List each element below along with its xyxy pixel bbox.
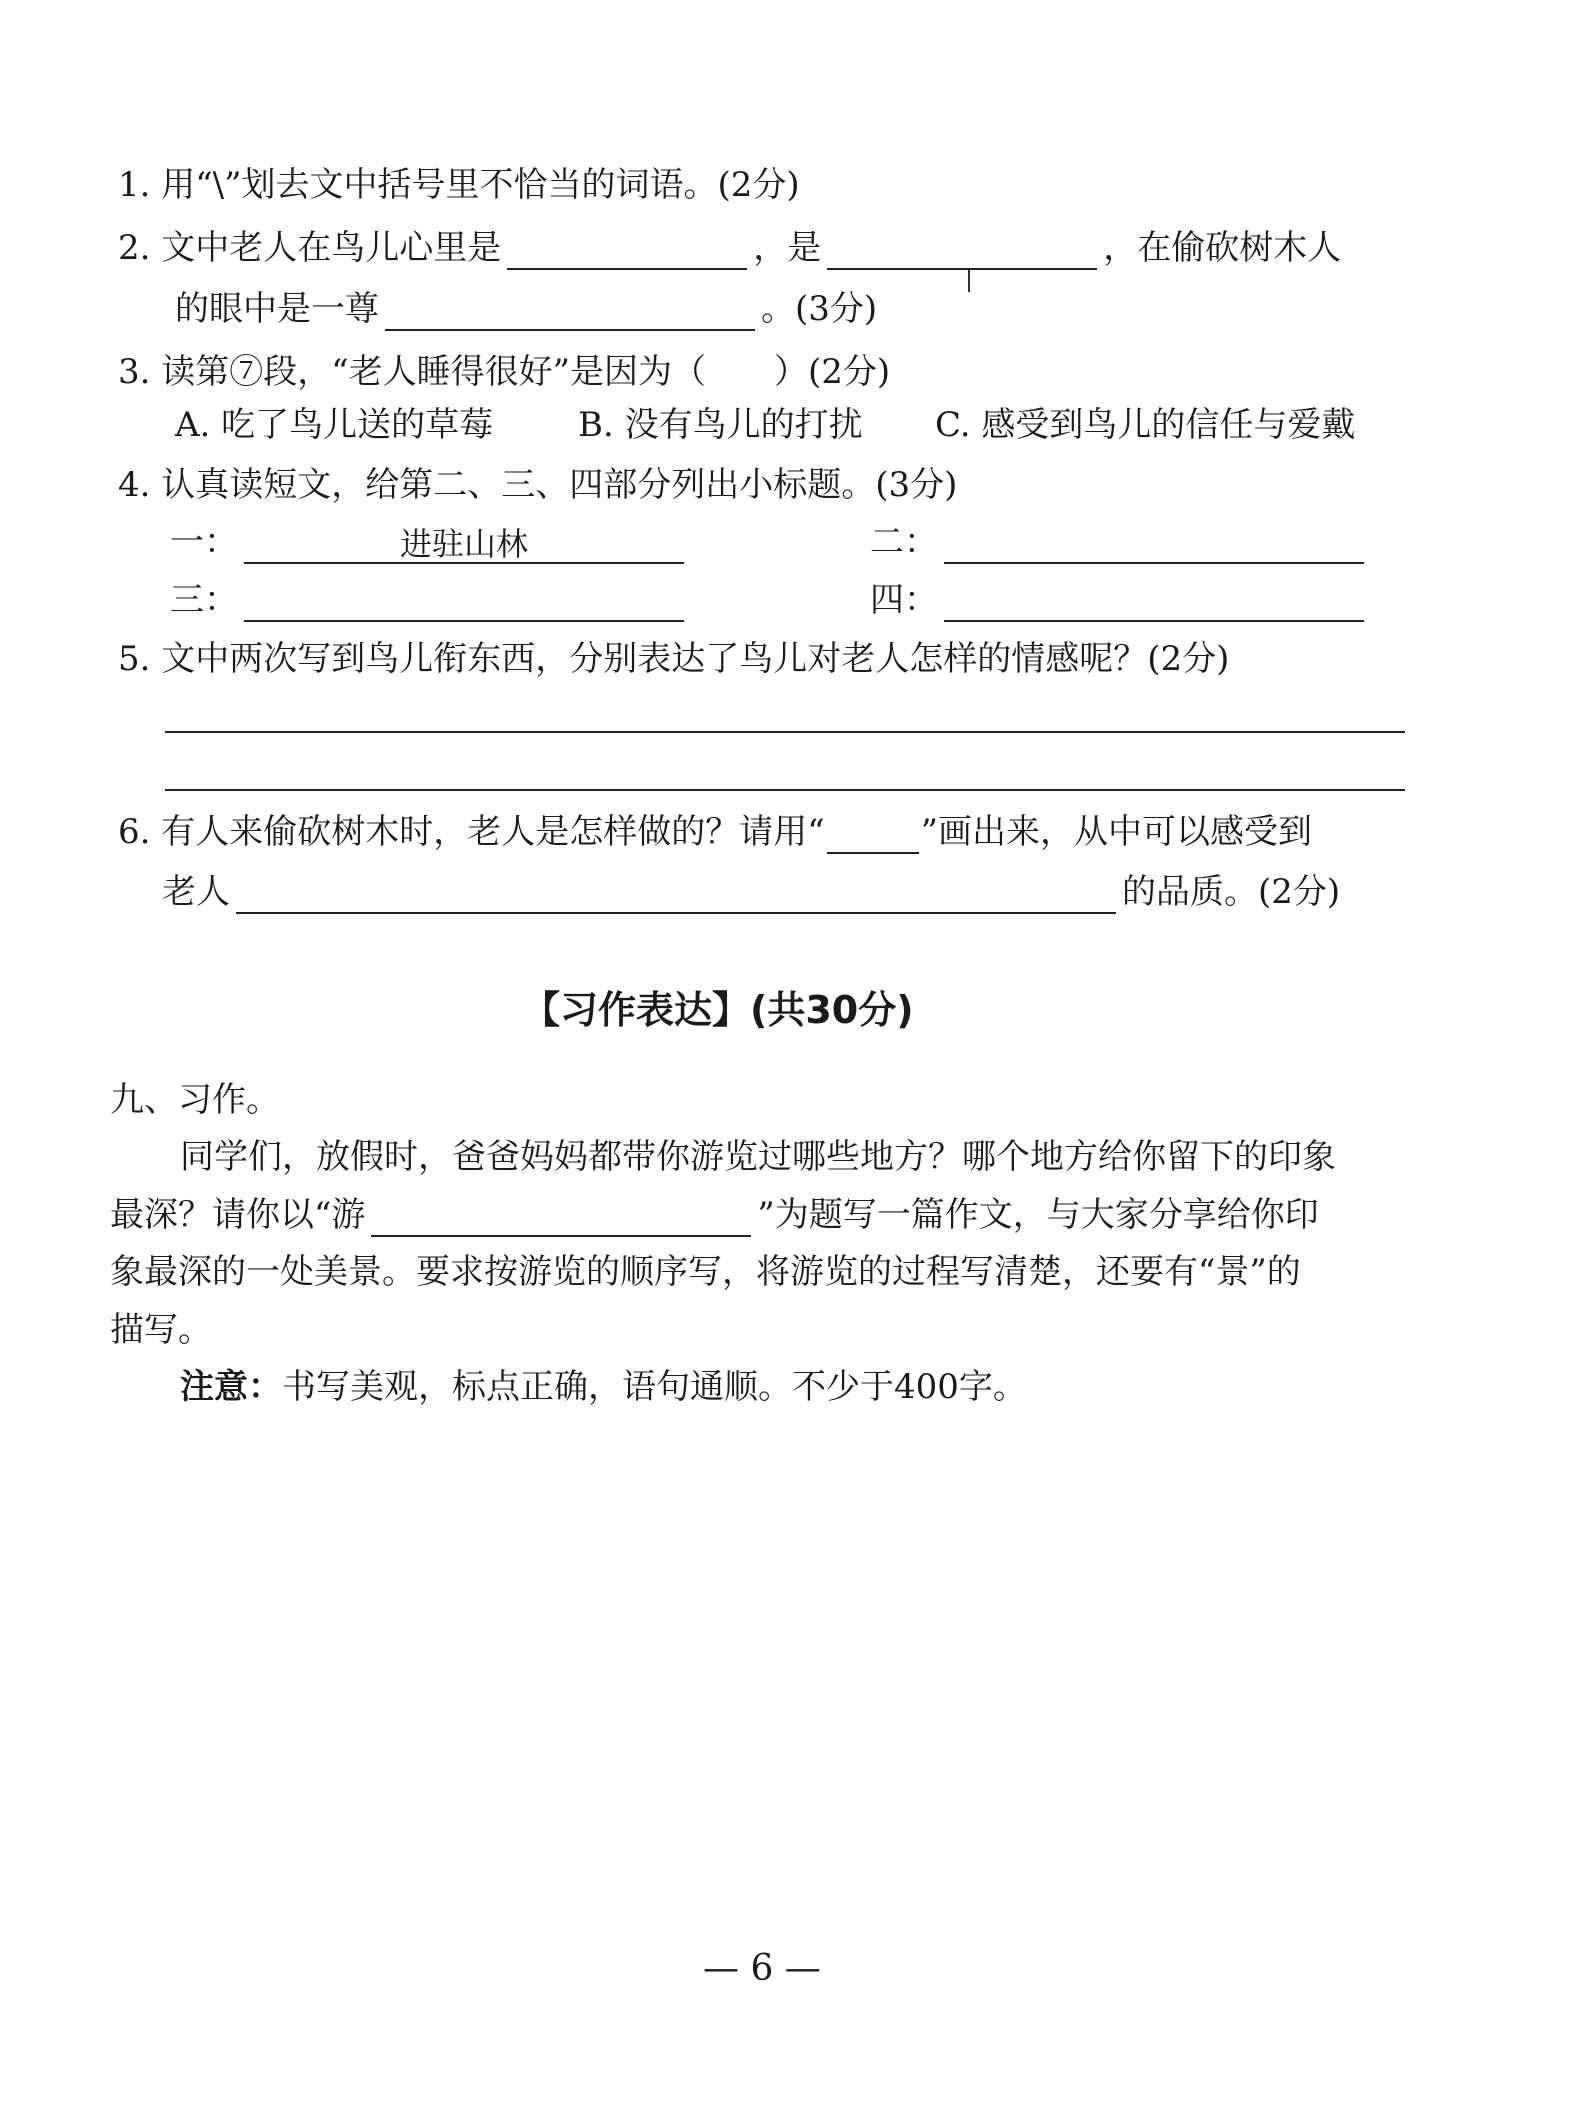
answer-blank[interactable] bbox=[827, 232, 1097, 270]
underline-sample bbox=[827, 816, 919, 854]
subtitle-row-4 bbox=[870, 578, 1370, 622]
question-5: 5. 文中两次写到鸟儿衔东西，分别表达了鸟儿对老人怎样的情感呢？(2分) bbox=[118, 639, 1230, 679]
question-2-text-4: 的眼中是一尊 bbox=[175, 289, 379, 329]
answer-blank[interactable] bbox=[385, 293, 755, 331]
answer-blank[interactable] bbox=[944, 584, 1364, 622]
page-number: — 6 — bbox=[703, 1948, 821, 1989]
prompt-line-2 bbox=[110, 1193, 1319, 1237]
question-6-text-4: 的品质。(2分) bbox=[1122, 872, 1341, 912]
question-3: 3. 读第⑦段，“老人睡得很好”是因为（ ）(2分) bbox=[118, 352, 891, 392]
option-c[interactable]: C. 感受到鸟儿的信任与爱戴 bbox=[935, 405, 1356, 445]
question-4: 4. 认真读短文，给第二、三、四部分列出小标题。(3分) bbox=[118, 465, 958, 505]
question-2-text-1: 2. 文中老人在鸟儿心里是 bbox=[118, 228, 502, 268]
prompt-line-4: 描写。 bbox=[110, 1310, 212, 1350]
answer-blank[interactable] bbox=[236, 876, 1116, 914]
answer-blank[interactable] bbox=[944, 526, 1364, 564]
question-2-line-1 bbox=[118, 226, 1341, 270]
subtitle-label-2: 二： bbox=[870, 522, 938, 562]
prompt-text-2a: 最深？请你以“游 bbox=[110, 1195, 366, 1235]
note-text: 书写美观，标点正确，语句通顺。不少于400字。 bbox=[282, 1367, 1027, 1407]
question-2-line-2 bbox=[175, 287, 877, 331]
question-6-text-2: ”画出来，从中可以感受到 bbox=[920, 812, 1313, 852]
title-blank[interactable] bbox=[371, 1199, 751, 1237]
note-label: 注意： bbox=[180, 1367, 282, 1407]
subtitle-label-3: 三： bbox=[170, 580, 238, 620]
prompt-line-1: 同学们，放假时，爸爸妈妈都带你游览过哪些地方？哪个地方给你留下的印象 bbox=[180, 1137, 1336, 1177]
question-1: 1. 用“\”划去文中括号里不恰当的词语。(2分) bbox=[118, 165, 800, 205]
subtitle-row-1 bbox=[170, 520, 690, 564]
question-6-line-2 bbox=[162, 870, 1340, 914]
subtitle-label-1: 一： bbox=[170, 522, 238, 562]
subtitle-row-2 bbox=[870, 520, 1370, 564]
answer-blank[interactable] bbox=[244, 584, 684, 622]
option-a[interactable]: A. 吃了鸟儿送的草莓 bbox=[175, 405, 494, 445]
question-6-text-3: 老人 bbox=[162, 872, 230, 912]
pen-mark bbox=[968, 270, 970, 292]
prompt-text-2b: ”为题写一篇作文，与大家分享给你印 bbox=[757, 1195, 1319, 1235]
answer-line[interactable] bbox=[165, 789, 1405, 791]
note-line bbox=[180, 1365, 1027, 1409]
section-title: 【习作表达】(共30分) bbox=[522, 988, 914, 1032]
question-6-text-1: 6. 有人来偷砍树木时，老人是怎样做的？请用“ bbox=[118, 812, 825, 852]
answer-blank[interactable] bbox=[507, 232, 747, 270]
question-6-line-1 bbox=[118, 810, 1312, 854]
question-2-text-5: 。(3分) bbox=[761, 289, 878, 329]
question-9-heading: 九、习作。 bbox=[110, 1080, 280, 1120]
prompt-line-3: 象最深的一处美景。要求按游览的顺序写，将游览的过程写清楚，还要有“景”的 bbox=[110, 1252, 1301, 1292]
option-b[interactable]: B. 没有鸟儿的打扰 bbox=[578, 405, 863, 445]
subtitle-row-3 bbox=[170, 578, 690, 622]
subtitle-answer-1[interactable]: 进驻山林 bbox=[244, 526, 684, 564]
question-2-text-3: ，在偷砍树木人 bbox=[1103, 228, 1342, 268]
answer-line[interactable] bbox=[165, 731, 1405, 733]
subtitle-label-4: 四： bbox=[870, 580, 938, 620]
question-2-text-2: ，是 bbox=[753, 228, 822, 268]
